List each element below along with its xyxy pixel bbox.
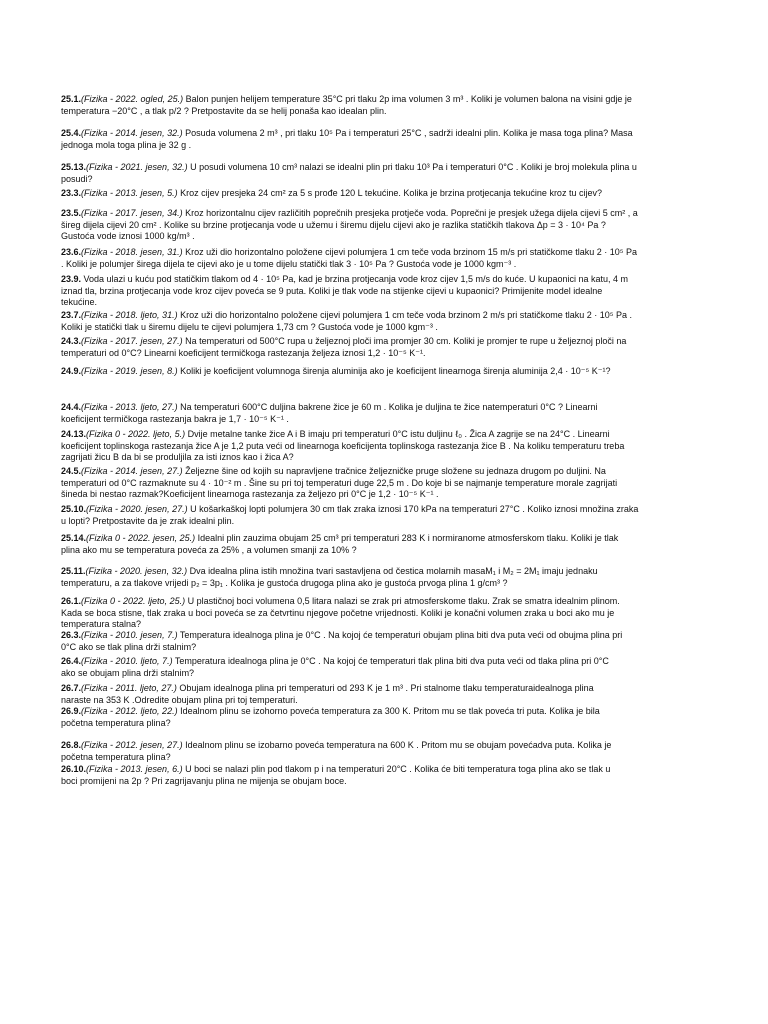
problem-24-3: 24.3.(Fizika - 2017. jesen, 27.) Na temperaturi od 500°C rupa u željeznoj ploči ima promjer 30 cm. Koliki je promjer te rupe u željeznoj ploči na temperaturi od 0°C? Linearni koeficijent termičkoga rastezanja željeza iznosi 1,2 · 10⁻⁵ K⁻¹. [61,336,627,358]
problem-24-9: 24.9.(Fizika - 2019. jesen, 8.) Koliki je koeficijent volumnoga širenja aluminija ako je koeficijent linearnoga širenja aluminija 2,4 · 10⁻⁵ K⁻¹? [61,366,611,376]
problem-25-10: 25.10.(Fizika - 2020. jesen, 27.) U košarkaškoj lopti polumjera 30 cm tlak zraka iznosi 170 kPa na temperaturi 27°C . Koliko iznosi množina zraka u lopti? Pretpostavite da je zrak idealni plin. [61,504,639,526]
problem-26-3: 26.3.(Fizika - 2010. jesen, 7.) Temperatura idealnoga plina je 0°C . Na kojoj će temperaturi obujam plina biti dva puta veći od obujma plina pri 0°C ako se tlak plina drži stalnim? [61,630,623,652]
problem-26-4: 26.4.(Fizika - 2010. ljeto, 7.) Temperatura idealnoga plina je 0°C . Na kojoj će temperaturi tlak plina biti dva puta veći od tlaka plina pri 0°C ako se obujam plina drži stalnim? [61,656,609,678]
problem-24-4: 24.4.(Fizika - 2013. ljeto, 27.) Na temperaturi 600°C duljina bakrene žice je 60 m . Kolika je duljina te žice natemperaturi 0°C ? Linearni koeficijent termičkoga rastezanja bakra je 1,7 · 10⁻⁵ K⁻¹ . [61,402,598,424]
problem-26-10: 26.10.(Fizika - 2013. jesen, 6.) U boci se nalazi plin pod tlakom p i na temperaturi 20°C . Kolika će biti temperatura toga plina ako se tlak u boci promijeni na 2p ? Pri zagrijavanju plina ne mijenja se obujam boce. [61,764,611,786]
problem-25-1: 25.1.(Fizika - 2022. ogled, 25.) Balon punjen helijem temperature 35°C pri tlaku 2p ima volumen 3 m³ . Koliki je volumen balona na visini gdje je temperatura −20°C , a tlak p/2 ? Pretpostavite da se helij ponaša kao idealan plin. [61,94,632,116]
problem-24-13: 24.13.(Fizika 0 - 2022. ljeto, 5.) Dvije metalne tanke žice A i B imaju pri temperaturi 0°C istu duljinu ℓ₀ . Žica A zagrije se na 24°C . Linearni koeficijent toplinskoga rastezanja žice A je 1,2 puta veći od linearnoga koeficijenta toplinskoga rastezanja žice B . Na koliku temperaturu treba zagrijati žicu B da bi se produljila za isti iznos kao i žica A? [61,429,625,463]
problem-23-5: 23.5.(Fizika - 2017. jesen, 34.) Kroz horizontalnu cijev različitih poprečnih presjeka protječe voda. Poprečni je presjek užega dijela cijevi 5 cm² , a šireg dijela cijevi 20 cm² . Kolike su brzine protjecanja vode u užemu i širemu dijelu cijevi ako je razlika statičkih tlakova Δp = 3 · 10⁴ Pa ? Gustoća vode iznosi 1000 kg/m³ . [61,208,638,242]
problem-26-8: 26.8.(Fizika - 2012. jesen, 27.) Idealnom plinu se izobarno poveća temperatura na 600 K . Pritom mu se obujam povećadva puta. Kolika je početna temperatura plina? [61,740,612,762]
problem-25-11: 25.11.(Fizika - 2020. jesen, 32.) Dva idealna plina istih množina tvari sastavljena od čestica molarnih masaM₁ i M₂ = 2M₁ imaju jednaku temperaturu, a za tlakove vrijedi p₂ = 3p₁ . Kolika je gustoća drugoga plina ako je gustoća prvoga plina 1 g/cm³ ? [61,566,598,588]
problem-24-5: 24.5.(Fizika - 2014. jesen, 27.) Željezne šine od kojih su napravljene tračnice željezničke pruge složene su jednaza drugom po duljini. Na temperaturi od 0°C razmaknute su 4 · 10⁻² m . Šine su pri toj temperaturi duge 22,5 m . Do koje bi se najmanje temperature morale zagrijati šineda bi nestao razmak?Koeficijent linearnoga rastezanja za željezo pri 0°C je 1,2 · 10⁻⁵ K⁻¹ . [61,466,618,500]
problem-25-4: 25.4.(Fizika - 2014. jesen, 32.) Posuda volumena 2 m³ , pri tlaku 10⁵ Pa i temperaturi 25°C , sadrži idealni plin. Kolika je masa toga plina? Masa jednoga mola toga plina je 32 g . [61,128,633,150]
problem-25-13: 25.13.(Fizika - 2021. jesen, 32.) U posudi volumena 10 cm³ nalazi se idealni plin pri tlaku 10³ Pa i temperaturi 0°C . Koliki je broj molekula plina u posudi? [61,162,637,184]
problem-26-7: 26.7.(Fizika - 2011. ljeto, 27.) Obujam idealnoga plina pri temperaturi od 293 K je 1 m³ . Pri stalnome tlaku temperaturaidealnoga plina naraste na 353 K .Odredite obujam plina pri toj temperaturi. [61,683,594,705]
problem-26-1: 26.1.(Fizika 0 - 2022. ljeto, 25.) U plastičnoj boci volumena 0,5 litara nalazi se zrak pri atmosferskome tlaku. Zrak se smatra idealnim plinom. Kada se boca stisne, tlak zraka u boci poveća se za četvrtinu njegove početne vrijednosti. Koliki je konačni volumen zraka u boci ako mu je temperatura stalna? [61,596,620,630]
problem-23-7: 23.7.(Fizika - 2018. ljeto, 31.) Kroz uži dio horizontalno položene cijevi polumjera 1 cm teče voda brzinom 2 m/s pri statičkome tlaku 2 · 10⁵ Pa . Koliki je statički tlak u širemu dijelu te cijevi polumjera 1,73 cm ? Gustoća vode je 1000 kgm⁻³ . [61,310,633,332]
problem-26-9: 26.9.(Fizika - 2012. ljeto, 22.) Idealnom plinu se izohorno poveća temperatura za 300 K. Pritom mu se tlak poveća tri puta. Kolika je bila početna temperatura plina? [61,706,600,728]
problem-23-6: 23.6.(Fizika - 2018. jesen, 31.) Kroz uži dio horizontalno položene cijevi polumjera 1 cm teče voda brzinom 15 m/s pri statičkome tlaku 2 · 10⁵ Pa . Koliki je polumjer širega dijela te cijevi ako je u tome dijelu statički tlak 3 · 10⁵ Pa ? Gustoća vode je 1000 kgm⁻³ . [61,247,638,269]
problem-25-14: 25.14.(Fizika 0 - 2022. jesen, 25.) Idealni plin zauzima obujam 25 cm³ pri temperaturi 283 K i normiranome atmosferskom tlaku. Koliki je tlak plina ako mu se temperatura poveća za 25% , a volumen smanji za 10% ? [61,533,619,555]
problem-23-9: 23.9. Voda ulazi u kuću pod statičkim tlakom od 4 · 10⁵ Pa, kad je brzina protjecanja vode kroz cijev 1,5 m/s do kuće. U kupaonici na katu, 4 m iznad tla, brzina protjecanja vode kroz cijev poveća se 9 puta. Koliki je tlak vode na stijenke cijevi u kupaonici? Primijenite model idealne tekućine. [61,274,629,308]
problem-23-3: 23.3.(Fizika - 2013. jesen, 5.) Kroz cijev presjeka 24 cm² za 5 s prođe 120 L tekućine. Kolika je brzina protjecanja tekućine kroz tu cijev? [61,188,602,198]
